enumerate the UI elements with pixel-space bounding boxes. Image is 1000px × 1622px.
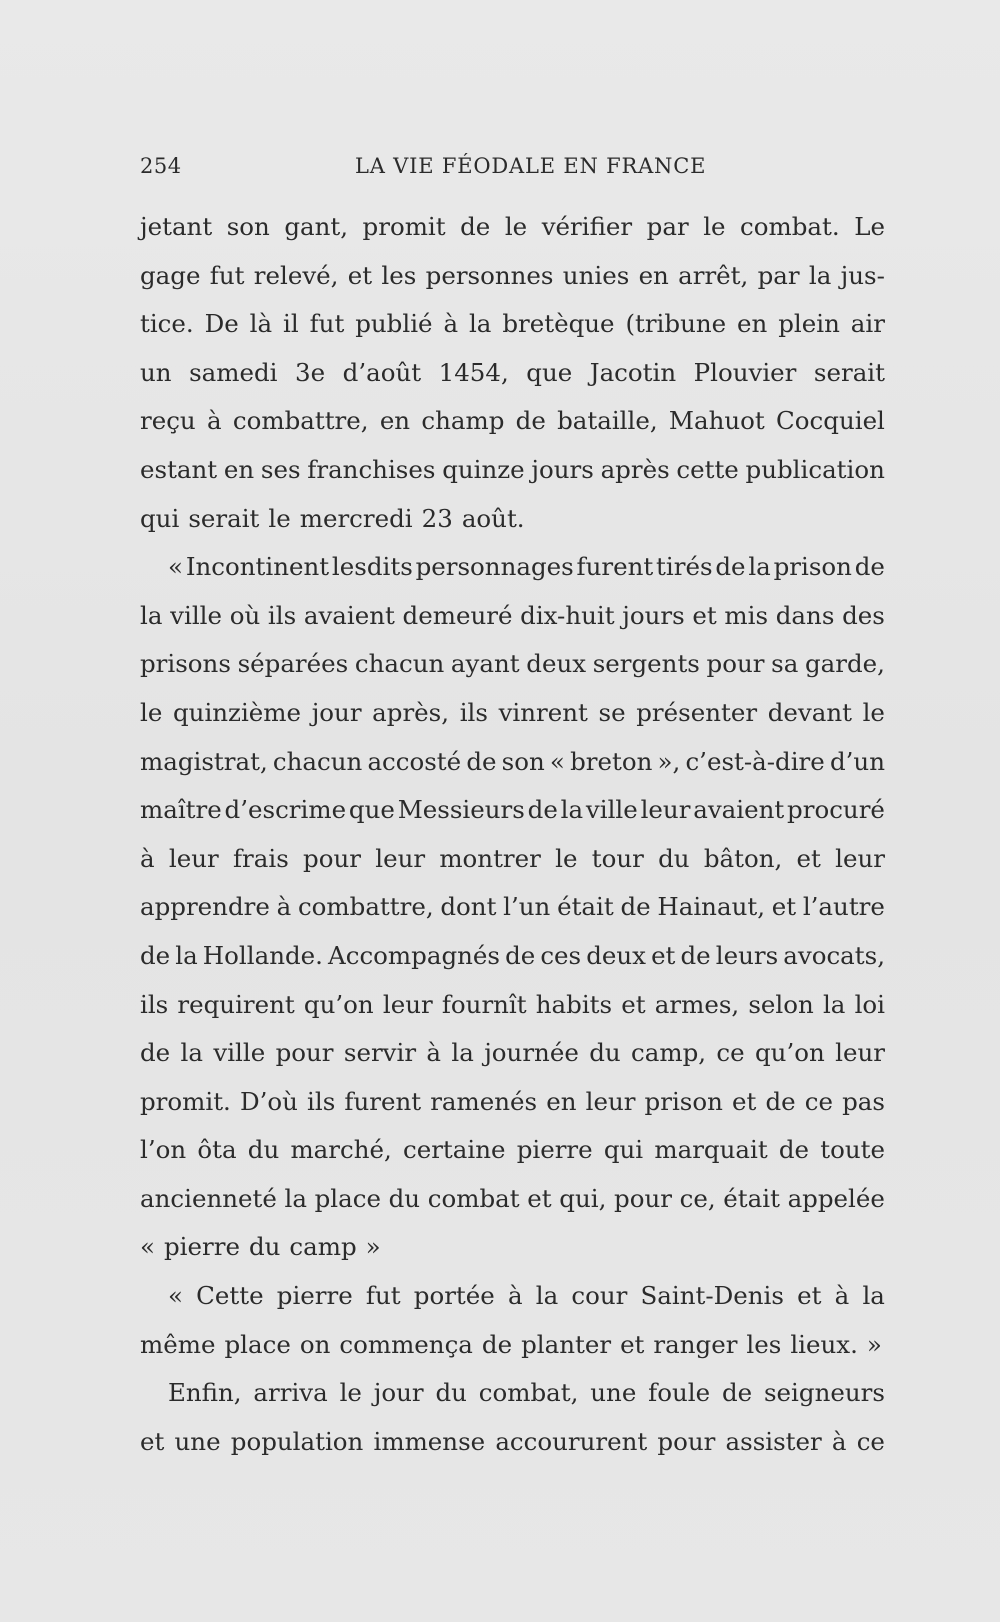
text-line: gage fut relevé, et les personnes unies en arrêt, par la jus- bbox=[140, 260, 885, 290]
text-line: ancienneté la place du combat et qui, pour ce, était appelée bbox=[140, 1183, 885, 1213]
text-line: maître d’escrime que Messieurs de la ville leur avaient procuré bbox=[140, 795, 885, 825]
text-line: prisons séparées chacun ayant deux sergents pour sa garde, bbox=[140, 649, 885, 679]
text-line: jetant son gant, promit de le vérifier par le combat. Le bbox=[140, 212, 885, 241]
text-line: même place on commença de planter et ranger les lieux. » bbox=[140, 1329, 882, 1359]
text-line: à leur frais pour leur montrer le tour du bâton, et leur bbox=[140, 843, 885, 873]
text-line: Enfin, arriva le jour du combat, une foule de seigneurs bbox=[168, 1378, 885, 1408]
text-line: tice. De là il fut publié à la bretèque (tribune en plein air bbox=[140, 309, 885, 339]
text-line: de la ville pour servir à la journée du camp, ce qu’on leur bbox=[140, 1038, 885, 1068]
text-line: le quinzième jour après, ils vinrent se présenter devant le bbox=[140, 697, 885, 727]
text-line: estant en ses franchises quinze jours après cette publication bbox=[140, 454, 885, 484]
text-line: « Incontinent lesdits personnages furent tirés de la prison de bbox=[168, 552, 885, 582]
text-line: « pierre du camp » bbox=[140, 1232, 381, 1262]
text-line: ils requirent qu’on leur fournît habits et armes, selon la loi bbox=[140, 989, 885, 1019]
running-title: LA VIE FÉODALE EN FRANCE bbox=[355, 154, 707, 178]
body-text bbox=[140, 203, 885, 1466]
text-line: un samedi 3e d’août 1454, que Jacotin Plouvier serait bbox=[140, 357, 885, 387]
page-number: 254 bbox=[140, 154, 182, 178]
text-line: et une population immense accoururent pour assister à ce bbox=[140, 1426, 885, 1456]
text-line: l’on ôta du marché, certaine pierre qui marquait de toute bbox=[140, 1135, 885, 1165]
text-line: promit. D’où ils furent ramenés en leur prison et de ce pas bbox=[140, 1086, 885, 1116]
text-line: magistrat, chacun accosté de son « breton », c’est-à-dire d’un bbox=[140, 746, 885, 776]
text-line: apprendre à combattre, dont l’un était de Hainaut, et l’autre bbox=[140, 892, 885, 922]
text-line: de la Hollande. Accompagnés de ces deux et de leurs avocats, bbox=[140, 940, 885, 970]
text-line: la ville où ils avaient demeuré dix-huit jours et mis dans des bbox=[140, 600, 885, 630]
text-line: « Cette pierre fut portée à la cour Saint-Denis et à la bbox=[168, 1281, 885, 1311]
text-line: qui serait le mercredi 23 août. bbox=[140, 503, 525, 533]
text-line: reçu à combattre, en champ de bataille, Mahuot Cocquiel bbox=[140, 406, 885, 436]
page-header bbox=[140, 154, 885, 184]
